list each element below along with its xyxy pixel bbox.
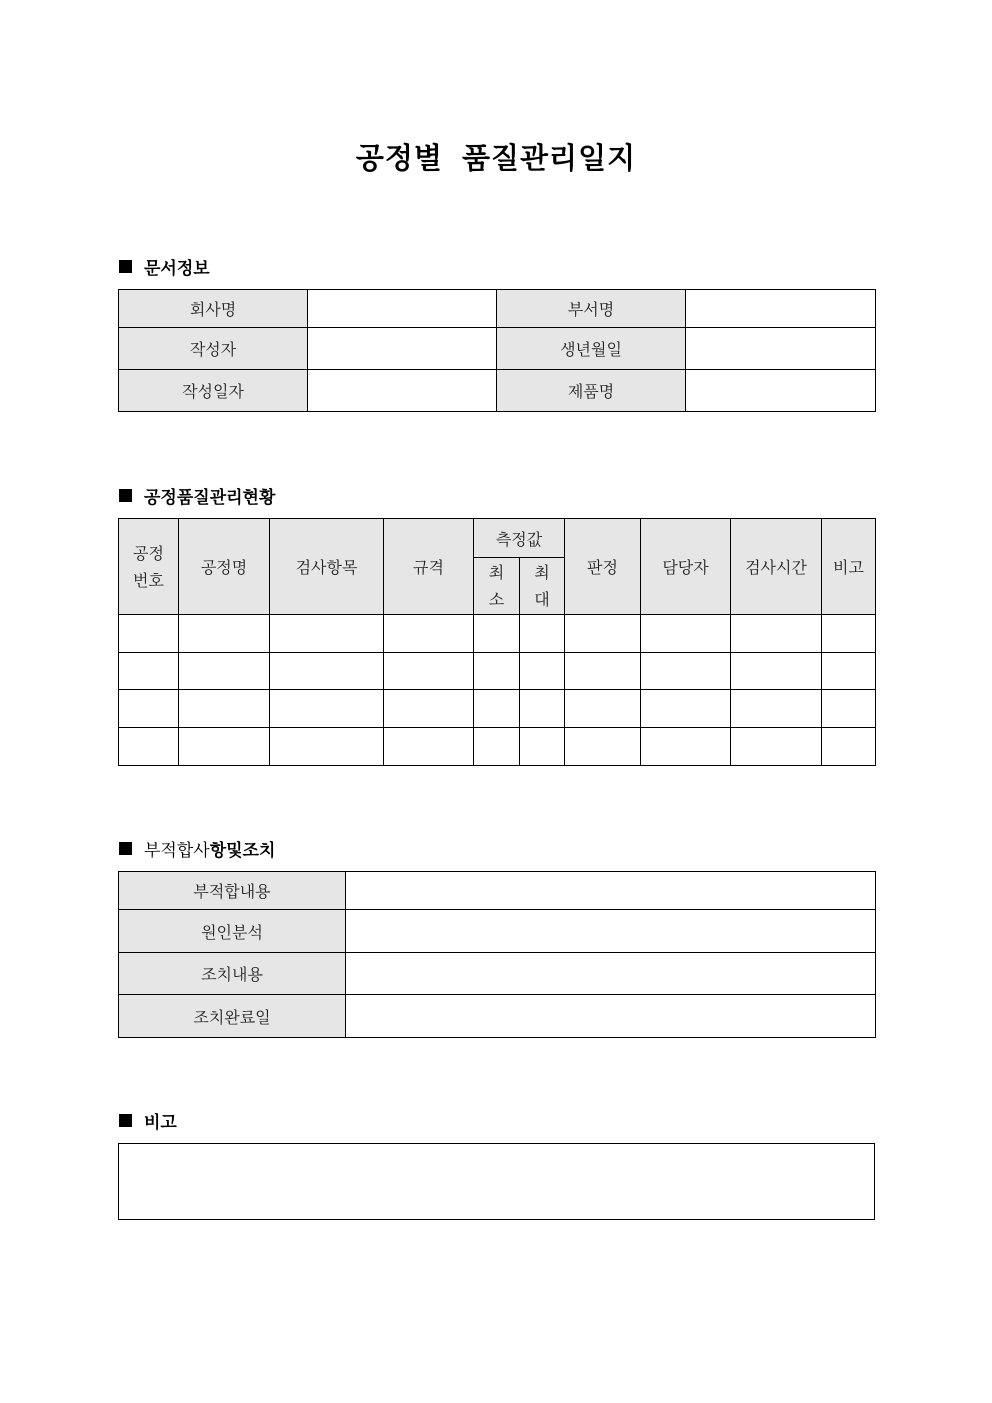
cell-min[interactable] xyxy=(474,653,520,690)
col-header-inspection-item: 검사항목 xyxy=(270,519,384,615)
square-bullet-icon xyxy=(119,489,132,502)
cell-inspector[interactable] xyxy=(641,653,731,690)
birthdate-field[interactable] xyxy=(686,328,876,370)
table-row xyxy=(119,615,876,653)
cause-analysis-field[interactable] xyxy=(346,910,876,953)
nonconformance-table xyxy=(118,871,876,1038)
cell-process-name[interactable] xyxy=(179,690,270,728)
col-header-max-line1: 최 xyxy=(534,563,550,582)
remarks-field[interactable] xyxy=(118,1143,875,1220)
cell-inspection-time[interactable] xyxy=(731,728,822,766)
cell-min[interactable] xyxy=(474,615,520,653)
col-header-inspector: 담당자 xyxy=(641,519,731,615)
cell-judgment[interactable] xyxy=(565,690,641,728)
col-header-min-line2: 소 xyxy=(488,590,505,609)
cell-spec[interactable] xyxy=(384,728,474,766)
section-title: 비고 xyxy=(144,1113,177,1133)
section-heading-process-status xyxy=(119,483,275,508)
action-completion-date-label: 조치완료일 xyxy=(119,995,346,1038)
col-header-min-line1: 최 xyxy=(488,563,505,582)
cell-inspection-time[interactable] xyxy=(731,615,822,653)
square-bullet-icon xyxy=(119,842,132,855)
square-bullet-icon xyxy=(119,1114,132,1127)
cell-spec[interactable] xyxy=(384,615,474,653)
section-title-part1: 부적합사 xyxy=(144,841,210,861)
author-label: 작성자 xyxy=(119,328,308,370)
doc-info-row xyxy=(119,328,876,370)
cell-remarks[interactable] xyxy=(822,728,876,766)
header-row xyxy=(119,519,876,558)
doc-info-table xyxy=(118,289,876,412)
product-name-label: 제품명 xyxy=(497,370,686,412)
cell-inspector[interactable] xyxy=(641,728,731,766)
cell-max[interactable] xyxy=(520,615,565,653)
nonconformance-row xyxy=(119,995,876,1038)
col-header-remarks: 비고 xyxy=(822,519,876,615)
cell-spec[interactable] xyxy=(384,690,474,728)
doc-info-row xyxy=(119,290,876,328)
col-header-process-no xyxy=(119,519,179,615)
table-row xyxy=(119,728,876,766)
nonconformance-row xyxy=(119,872,876,910)
col-header-max xyxy=(520,558,565,615)
col-header-judgment: 판정 xyxy=(565,519,641,615)
cell-remarks[interactable] xyxy=(822,653,876,690)
cell-inspector[interactable] xyxy=(641,690,731,728)
written-date-field[interactable] xyxy=(308,370,497,412)
cell-inspection-time[interactable] xyxy=(731,690,822,728)
section-heading-remarks xyxy=(119,1108,177,1133)
cell-remarks[interactable] xyxy=(822,690,876,728)
cell-max[interactable] xyxy=(520,690,565,728)
cell-remarks[interactable] xyxy=(822,615,876,653)
cell-inspection-item[interactable] xyxy=(270,690,384,728)
cell-inspection-item[interactable] xyxy=(270,728,384,766)
cell-inspection-item[interactable] xyxy=(270,615,384,653)
cell-judgment[interactable] xyxy=(565,728,641,766)
col-header-process-name: 공정명 xyxy=(179,519,270,615)
col-header-min xyxy=(474,558,520,615)
section-title: 문서정보 xyxy=(144,259,210,279)
cell-inspection-item[interactable] xyxy=(270,653,384,690)
section-title-part2: 항및조치 xyxy=(209,841,276,861)
square-bullet-icon xyxy=(119,260,132,273)
action-completion-date-field[interactable] xyxy=(346,995,876,1038)
cell-process-name[interactable] xyxy=(179,653,270,690)
cell-max[interactable] xyxy=(520,653,565,690)
section-heading-nonconformance xyxy=(119,836,275,861)
cell-process-name[interactable] xyxy=(179,728,270,766)
cell-process-no[interactable] xyxy=(119,728,179,766)
birthdate-label: 생년월일 xyxy=(497,328,686,370)
cell-spec[interactable] xyxy=(384,653,474,690)
cell-max[interactable] xyxy=(520,728,565,766)
col-header-max-line2: 대 xyxy=(534,590,550,609)
doc-info-row xyxy=(119,370,876,412)
nonconformance-row xyxy=(119,910,876,953)
cell-process-no[interactable] xyxy=(119,615,179,653)
company-name-field[interactable] xyxy=(308,290,497,328)
cell-process-name[interactable] xyxy=(179,615,270,653)
action-content-label: 조치내용 xyxy=(119,953,346,995)
col-header-process-no-line2: 번호 xyxy=(133,570,164,590)
page-title: 공정별 품질관리일지 xyxy=(355,141,637,175)
col-header-spec: 규격 xyxy=(384,519,474,615)
cell-min[interactable] xyxy=(474,728,520,766)
cell-inspector[interactable] xyxy=(641,615,731,653)
author-field[interactable] xyxy=(308,328,497,370)
action-content-field[interactable] xyxy=(346,953,876,995)
cell-judgment[interactable] xyxy=(565,653,641,690)
process-status-table xyxy=(118,518,876,766)
cell-inspection-time[interactable] xyxy=(731,653,822,690)
col-header-measured: 측정값 xyxy=(474,519,565,558)
cause-analysis-label: 원인분석 xyxy=(119,910,346,953)
section-title: 공정품질관리현황 xyxy=(144,488,276,508)
cell-min[interactable] xyxy=(474,690,520,728)
table-row xyxy=(119,653,876,690)
nonconformance-content-label: 부적합내용 xyxy=(119,872,346,910)
col-header-process-no-line1: 공정 xyxy=(133,543,164,563)
nonconformance-row xyxy=(119,953,876,995)
table-row xyxy=(119,690,876,728)
cell-process-no[interactable] xyxy=(119,690,179,728)
nonconformance-content-field[interactable] xyxy=(346,872,876,910)
product-name-field[interactable] xyxy=(686,370,876,412)
col-header-inspection-time: 검사시간 xyxy=(731,519,822,615)
department-label: 부서명 xyxy=(497,290,686,328)
written-date-label: 작성일자 xyxy=(119,370,308,412)
cell-process-no[interactable] xyxy=(119,653,179,690)
department-field[interactable] xyxy=(686,290,876,328)
section-heading-doc-info xyxy=(119,254,210,279)
company-name-label: 회사명 xyxy=(119,290,308,328)
cell-judgment[interactable] xyxy=(565,615,641,653)
